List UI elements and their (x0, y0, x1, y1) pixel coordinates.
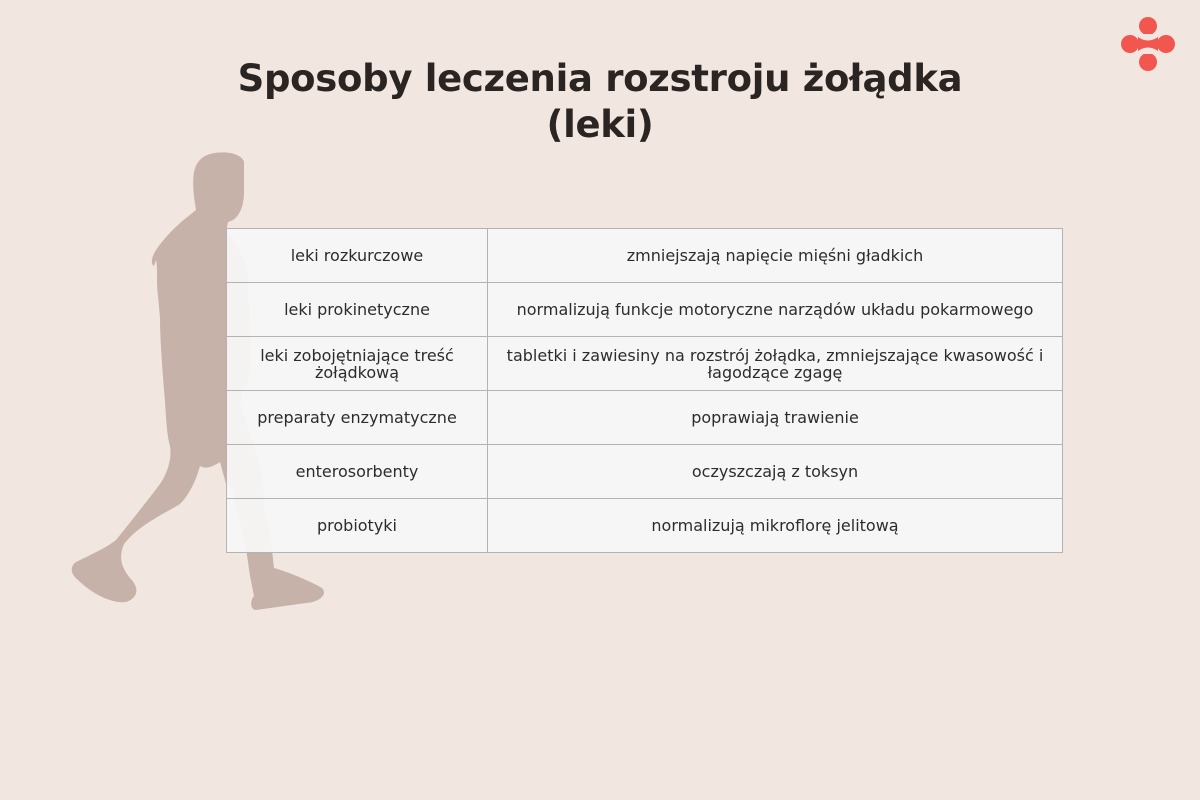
medication-name-cell: leki rozkurczowe (227, 229, 488, 283)
medication-effect-cell: zmniejszają napięcie mięśni gładkich (488, 229, 1063, 283)
table-row (227, 229, 1063, 283)
table-row (227, 283, 1063, 337)
page-title-line-2: (leki) (546, 103, 654, 146)
medication-table-container (226, 228, 1060, 553)
table-row (227, 391, 1063, 445)
medication-effect-cell: normalizują funkcje motoryczne narządów układu pokarmowego (488, 283, 1063, 337)
medication-name-cell: enterosorbenty (227, 445, 488, 499)
medication-effect-cell: tabletki i zawiesiny na rozstrój żołądka, zmniejszające kwasowość i łagodzące zgagę (488, 337, 1063, 391)
medication-name-cell: leki prokinetyczne (227, 283, 488, 337)
page-title (200, 56, 1000, 148)
medication-effect-cell: oczyszczają z toksyn (488, 445, 1063, 499)
table-row (227, 445, 1063, 499)
medication-name-cell: probiotyki (227, 499, 488, 553)
medication-table (226, 228, 1063, 553)
medication-effect-cell: normalizują mikroflorę jelitową (488, 499, 1063, 553)
page-title-line-1: Sposoby leczenia rozstroju żołądka (237, 57, 963, 100)
brand-logo-icon (1116, 16, 1178, 74)
table-row (227, 499, 1063, 553)
medication-name-cell: leki zobojętniające treść żołądkową (227, 337, 488, 391)
table-row (227, 337, 1063, 391)
medication-effect-cell: poprawiają trawienie (488, 391, 1063, 445)
medication-name-cell: preparaty enzymatyczne (227, 391, 488, 445)
